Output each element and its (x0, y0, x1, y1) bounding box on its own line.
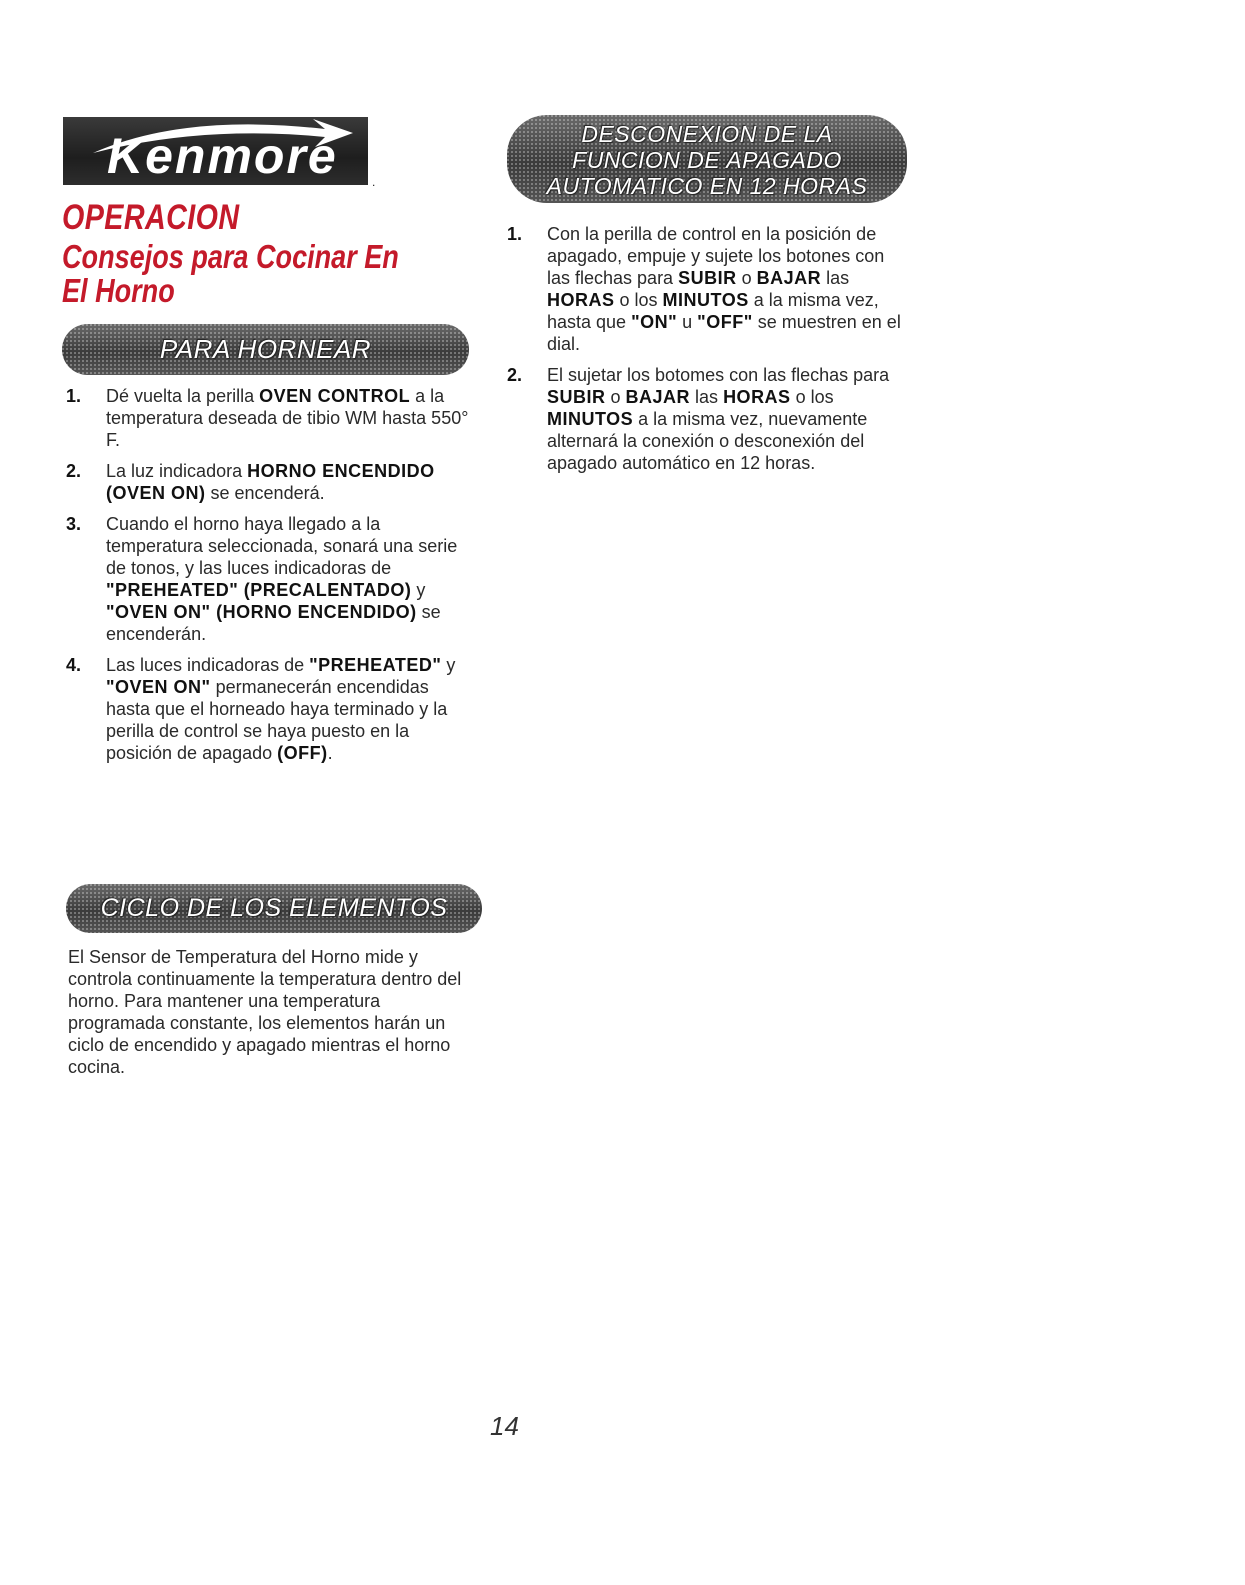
disconnect-section-header (507, 115, 907, 203)
step-number: 1. (507, 224, 523, 244)
step-emphasis: OVEN CONTROL (259, 386, 411, 406)
step-emphasis: HORAS (723, 387, 791, 407)
step-emphasis: "OVEN ON" (HORNO ENCENDIDO) (106, 602, 417, 622)
step-text: o (736, 268, 757, 288)
step-text: o los (614, 290, 663, 310)
disconnect-step-1 (507, 223, 912, 355)
step-emphasis: "ON" (631, 312, 678, 332)
disconnect-header-line-1: DESCONEXION DE LA (581, 121, 833, 147)
cycle-paragraph: El Sensor de Temperatura del Horno mide y controla continuamente la temperatura dentro del horno. Para mantener una temperatura programada constante, los elementos harán un ciclo de encendido y apagado mientras el horno cocina. (68, 947, 462, 1077)
step-text: se encenderá. (205, 483, 325, 503)
bake-steps-list (66, 385, 471, 773)
step-text: o los (790, 387, 834, 407)
step-number: 2. (66, 461, 82, 481)
step-number: 2. (507, 365, 523, 385)
step-text: Cuando el horno haya llegado a la temperatura seleccionada, sonará una serie de tonos, y las luces indicadoras de (106, 514, 458, 578)
step-text: La luz indicadora (106, 461, 248, 481)
step-text: a la misma vez, nuevamente alternará la conexión o desconexión del apagado automático en 12 horas. (547, 409, 868, 473)
kenmore-logo (63, 117, 376, 189)
disconnect-header-line-3: AUTOMATICO EN 12 HORAS (546, 173, 868, 199)
bake-section-header-text: PARA HORNEAR (159, 334, 372, 364)
step-text: . (327, 743, 333, 763)
step-text: y (411, 580, 426, 600)
disconnect-steps-list (507, 223, 912, 483)
step-emphasis: SUBIR (678, 268, 737, 288)
bake-step-2 (66, 460, 471, 504)
step-text: las (821, 268, 850, 288)
step-emphasis: SUBIR (547, 387, 606, 407)
step-text: u (677, 312, 698, 332)
step-text: se muestren en el dial. (547, 312, 901, 354)
bake-step-4 (66, 654, 471, 764)
step-text: Con la perilla de control en la posición de apagado, empuje y sujete los botones con las flechas para (547, 224, 885, 288)
page-subtitle: Consejos para Cocinar En El Horno (62, 238, 399, 309)
cycle-section-header (66, 884, 482, 933)
disconnect-step-2 (507, 364, 912, 474)
step-emphasis: "PREHEATED" (309, 655, 442, 675)
step-text: y (441, 655, 456, 675)
bake-step-3 (66, 513, 471, 645)
step-emphasis: MINUTOS (662, 290, 749, 310)
step-text: a la temperatura deseada de tibio WM hasta 550° F. (106, 386, 469, 450)
cycle-section-header-text: CICLO DE LOS ELEMENTOS (100, 894, 448, 922)
step-text: o (605, 387, 626, 407)
step-number: 3. (66, 514, 82, 534)
step-text: se encenderán. (106, 602, 441, 644)
logo-registered-mark: . (372, 175, 376, 189)
step-emphasis: BAJAR (756, 268, 822, 288)
step-emphasis: "OFF" (697, 312, 753, 332)
bake-section-header (62, 324, 469, 375)
bake-step-1 (66, 385, 471, 451)
step-text: las (690, 387, 724, 407)
step-emphasis: "OVEN ON" (106, 677, 211, 697)
page-title: OPERACION (62, 198, 240, 237)
step-emphasis: HORNO ENCENDIDO (OVEN ON) (106, 461, 435, 503)
step-emphasis: HORAS (547, 290, 615, 310)
step-text: permanecerán encendidas hasta que el horneado haya terminado y la perilla de control se haya puesto en la posición de apagado (106, 677, 448, 763)
step-emphasis: MINUTOS (547, 409, 634, 429)
step-number: 4. (66, 655, 82, 675)
step-text: Dé vuelta la perilla (106, 386, 260, 406)
step-number: 1. (66, 386, 82, 406)
step-text: a la misma vez, hasta que (547, 290, 879, 332)
step-emphasis: (OFF) (277, 743, 328, 763)
step-text: El sujetar los botomes con las flechas para (547, 365, 890, 385)
step-text: Las luces indicadoras de (106, 655, 310, 675)
logo-wordmark: Kenmore (107, 128, 338, 184)
page-number: 14 (490, 1411, 519, 1441)
disconnect-header-line-2: FUNCION DE APAGADO (572, 147, 842, 173)
step-emphasis: BAJAR (625, 387, 691, 407)
step-emphasis: "PREHEATED" (PRECALENTADO) (106, 580, 412, 600)
